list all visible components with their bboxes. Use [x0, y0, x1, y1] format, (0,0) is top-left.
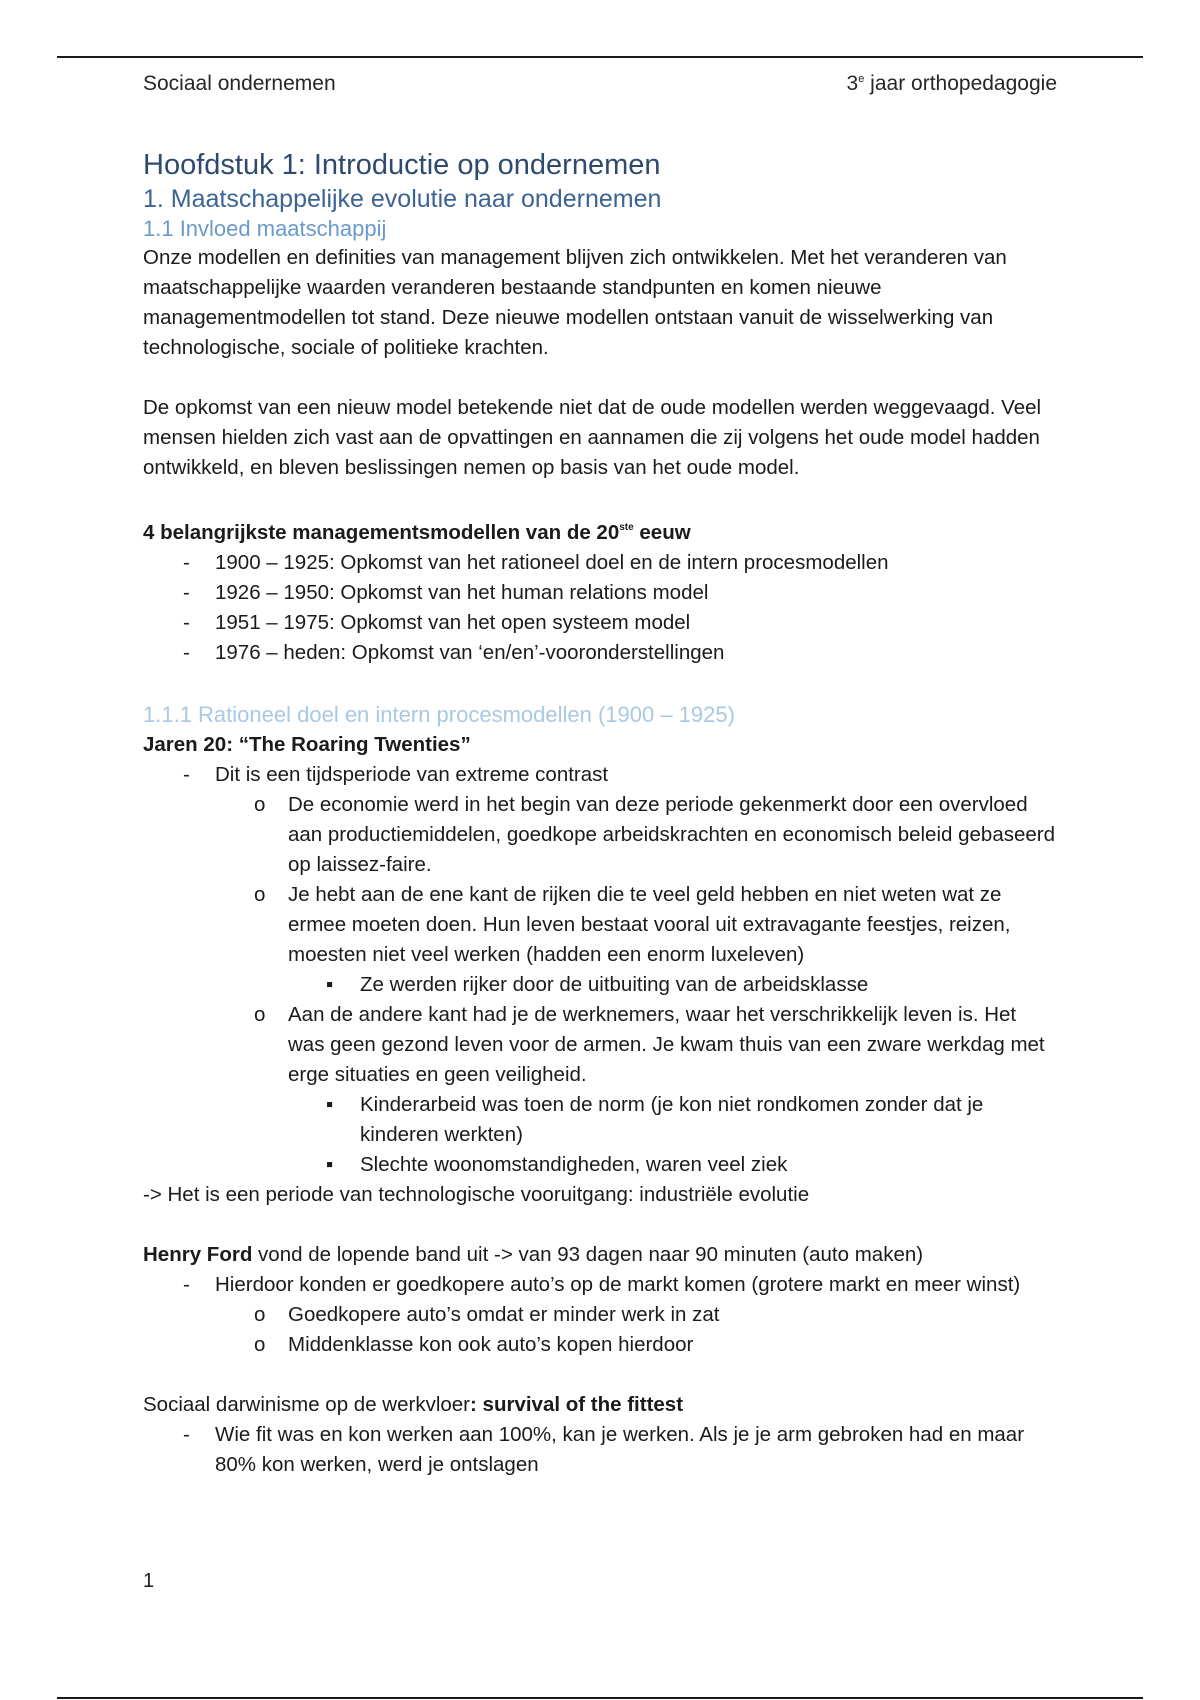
list-item: - Wie fit was en kon werken aan 100%, kan je werken. Als je je arm gebroken had en maar 80% kon werken, werd je ontslagen [183, 1423, 1025, 1476]
subsection-title: 1.1 Invloed maatschappij [143, 216, 387, 241]
header-year-suffix: e [858, 73, 865, 85]
models-list [143, 548, 1058, 668]
document-body [143, 144, 1058, 1480]
list-item: o Je hebt aan de ene kant de rijken die te veel geld hebben en niet weten wat ze ermee moeten doen. Hun leven bestaat vooral uit extravagante feestjes, reizen, moesten niet veel werken (hadden een enorm luxeleven) [254, 883, 1011, 966]
header-rule [57, 56, 1143, 58]
list-item: o Middenklasse kon ook auto’s kopen hierdoor [254, 1333, 694, 1356]
subsubsection-title: 1.1.1 Rationeel doel en intern procesmodellen (1900 – 1925) [143, 702, 735, 727]
list-item: - 1926 – 1950: Opkomst van het human relations model [183, 581, 709, 604]
ford-list [143, 1270, 1058, 1360]
chapter-title: Hoofdstuk 1: Introductie op ondernemen [143, 149, 661, 181]
darwinism-paragraph: Sociaal darwinisme op de werkvloer: survival of the fittest [143, 1393, 684, 1416]
list-item: ▪ Ze werden rijker door de uitbuiting van de arbeidsklasse [326, 973, 869, 996]
list-item: - 1951 – 1975: Opkomst van het open systeem model [183, 611, 691, 634]
header-program [847, 72, 1057, 96]
footer-rule [57, 1697, 1143, 1699]
ford-name: Henry Ford [143, 1243, 253, 1266]
header-program-name: jaar orthopedagogie [864, 72, 1057, 95]
page-number: 1 [143, 1570, 155, 1592]
list-item: o De economie werd in het begin van deze periode gekenmerkt door een overvloed aan productiemiddelen, goedkope arbeidskrachten en economisch beleid gebaseerd op laissez-faire. [254, 793, 1055, 876]
list-item: - 1900 – 1925: Opkomst van het rationeel doel en de intern procesmodellen [183, 551, 889, 574]
list-item: - Hierdoor konden er goedkopere auto’s op de markt komen (grotere markt en meer winst) [183, 1273, 1021, 1296]
ford-paragraph: Henry Ford vond de lopende band uit -> van 93 dagen naar 90 minuten (auto maken) [143, 1243, 924, 1266]
header-year: 3 [846, 72, 859, 95]
section-title: 1. Maatschappelijke evolutie naar ondernemen [143, 185, 662, 213]
list-item: ▪ Kinderarbeid was toen de norm (je kon niet rondkomen zonder dat je kinderen werkten) [326, 1093, 984, 1146]
list-item: ▪ Slechte woonomstandigheden, waren veel ziek [326, 1153, 788, 1176]
list-item: - 1976 – heden: Opkomst van ‘en/en’-vooronderstellingen [183, 641, 725, 664]
roaring-twenties-heading: Jaren 20: “The Roaring Twenties” [143, 733, 471, 756]
models-heading: 4 belangrijkste managementsmodellen van de 20ste eeuw [143, 521, 691, 544]
roaring-conclusion: -> Het is een periode van technologische vooruitgang: industriële evolutie [143, 1183, 810, 1206]
paragraph-intro: Onze modellen en definities van management blijven zich ontwikkelen. Met het veranderen van maatschappelijke waarden veranderen bestaande standpunten en komen nieuwe managementmodellen tot stand. Deze nieuwe modellen ontstaan vanuit de wisselwerking van technologische, sociale of politieke krachten. [143, 246, 1007, 359]
darwinism-phrase: survival of the fittest [482, 1393, 684, 1416]
darwinism-list [143, 1420, 1058, 1480]
list-item: o Goedkopere auto’s omdat er minder werk in zat [254, 1303, 720, 1326]
list-item: o Aan de andere kant had je de werknemers, waar het verschrikkelijk leven is. Het was geen gezond leven voor de armen. Je kwam thuis van een zware werkdag met erge situaties en geen veiligheid. [254, 1003, 1045, 1086]
list-item: - Dit is een tijdsperiode van extreme contrast [183, 763, 609, 786]
paragraph-new-model: De opkomst van een nieuw model betekende niet dat de oude modellen werden weggevaagd. Veel mensen hielden zich vast aan de opvattingen en aannamen die zij volgens het oude model hadden ontwikkeld, en bleven beslissingen nemen op basis van het oude model. [143, 396, 1042, 479]
header-course-title: Sociaal ondernemen [143, 72, 336, 95]
roaring-list [143, 760, 1058, 1180]
